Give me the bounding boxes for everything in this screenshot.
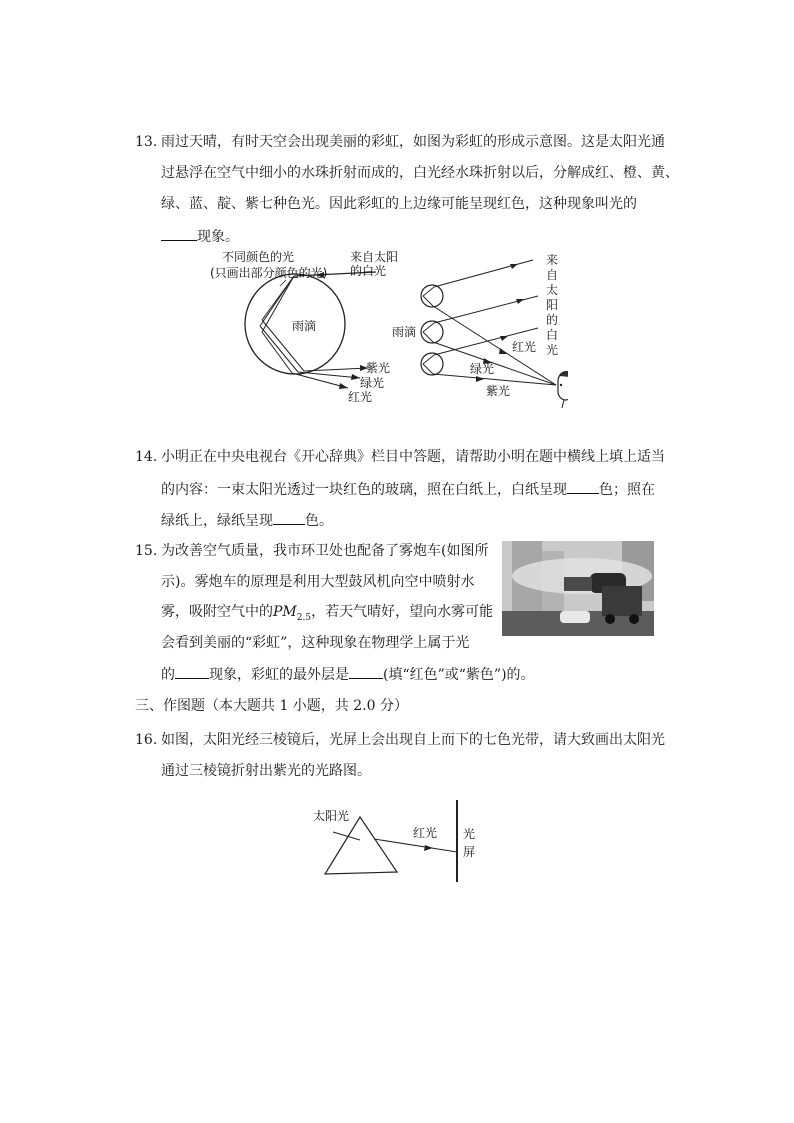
question-14-number: 14. xyxy=(135,449,158,465)
rainbow-formation-diagram xyxy=(388,248,568,418)
question-13-line-4-text: 现象。 xyxy=(197,229,239,245)
label-raindrop: 雨滴 xyxy=(292,319,317,333)
label-red-light-prism: 红光 xyxy=(413,826,438,840)
label-sunlight: 太阳光 xyxy=(313,809,350,823)
question-15-line-5: 的 现象，彩虹的最外层是 (填“红色”或“紫色”)的。 xyxy=(161,664,535,685)
question-13-line-2: 过悬浮在空气中细小的水珠折射而成的，白光经水珠折射以后，分解成红、橙、黄、 xyxy=(161,165,679,181)
question-15-number: 15. xyxy=(135,543,158,559)
question-15-line-1: 为改善空气质量，我市环卫处也配备了雾炮车(如图所 xyxy=(161,543,489,559)
label-screen-2: 屏 xyxy=(463,845,475,859)
answer-blank[interactable] xyxy=(273,510,305,525)
question-16-line-1: 如图，太阳光经三棱镜后，光屏上会出现自上而下的七色光带，请大致画出太阳光 xyxy=(161,732,665,748)
label-white-light: 的白光 xyxy=(350,264,387,278)
label-red-light-right: 红光 xyxy=(512,340,537,354)
label-red-light: 红光 xyxy=(348,390,373,404)
label-screen-1: 光 xyxy=(463,827,475,841)
label-purple-light-right: 紫光 xyxy=(486,384,511,398)
answer-blank[interactable] xyxy=(567,479,599,494)
fog-cannon-truck-photo xyxy=(502,541,654,636)
question-15-line-3: 雾，吸附空气中的$PM_{2.5}$，若天气晴好，望向水雾可能 xyxy=(161,604,494,623)
observer-head-icon xyxy=(558,372,568,408)
answer-blank[interactable] xyxy=(349,664,383,679)
label-different-colors: 不同颜色的光 xyxy=(222,250,295,264)
question-15-line-2: 示)。雾炮车的原理是利用大型鼓风机向空中喷射水 xyxy=(161,574,475,590)
question-13-number: 13. xyxy=(135,134,158,150)
question-16-number: 16. xyxy=(135,732,158,748)
section-3-title: 三、作图题（本大题共 1 小题，共 2.0 分） xyxy=(135,698,408,714)
question-14-line-3: 绿纸上，绿纸呈现 色。 xyxy=(161,510,333,531)
question-13-line-4 xyxy=(161,226,239,247)
question-13-line-3: 绿、蓝、靛、紫七种色光。因此彩虹的上边缘可能呈现红色，这种现象叫光的 xyxy=(161,196,637,212)
label-from-sun-vertical: 来 自 太 阳 的 白 光 xyxy=(545,253,558,357)
red-light-ray xyxy=(374,839,457,852)
question-14-line-1: 小明正在中央电视台《开心辞典》栏目中答题，请帮助小明在题中横线上填上适当 xyxy=(161,449,665,465)
question-16-line-2: 通过三棱镜折射出紫光的光路图。 xyxy=(161,763,371,779)
question-13-line-1: 雨过天晴，有时天空会出现美丽的彩虹，如图为彩虹的形成示意图。这是太阳光通 xyxy=(161,134,665,150)
label-green-light: 绿光 xyxy=(360,376,385,390)
answer-blank[interactable] xyxy=(175,664,209,679)
label-raindrop-right: 雨滴 xyxy=(392,325,417,339)
label-from-sun: 来自太阳 xyxy=(350,250,399,264)
answer-blank[interactable] xyxy=(161,226,197,241)
question-14-line-2: 的内容：一束太阳光透过一块红色的玻璃，照在白纸上，白纸呈现 色；照在 xyxy=(161,479,655,500)
label-partial-colors: (只画出部分颜色的光) xyxy=(210,266,328,280)
purple-ray xyxy=(304,368,368,371)
label-green-light-right: 绿光 xyxy=(470,362,495,376)
prism-diagram xyxy=(305,800,475,885)
prism-triangle xyxy=(325,817,397,874)
question-15-line-4: 会看到美丽的“彩虹”，这种现象在物理学上属于光 xyxy=(161,635,470,651)
raindrop-refraction-diagram xyxy=(200,248,410,408)
label-purple-light: 紫光 xyxy=(366,361,391,375)
